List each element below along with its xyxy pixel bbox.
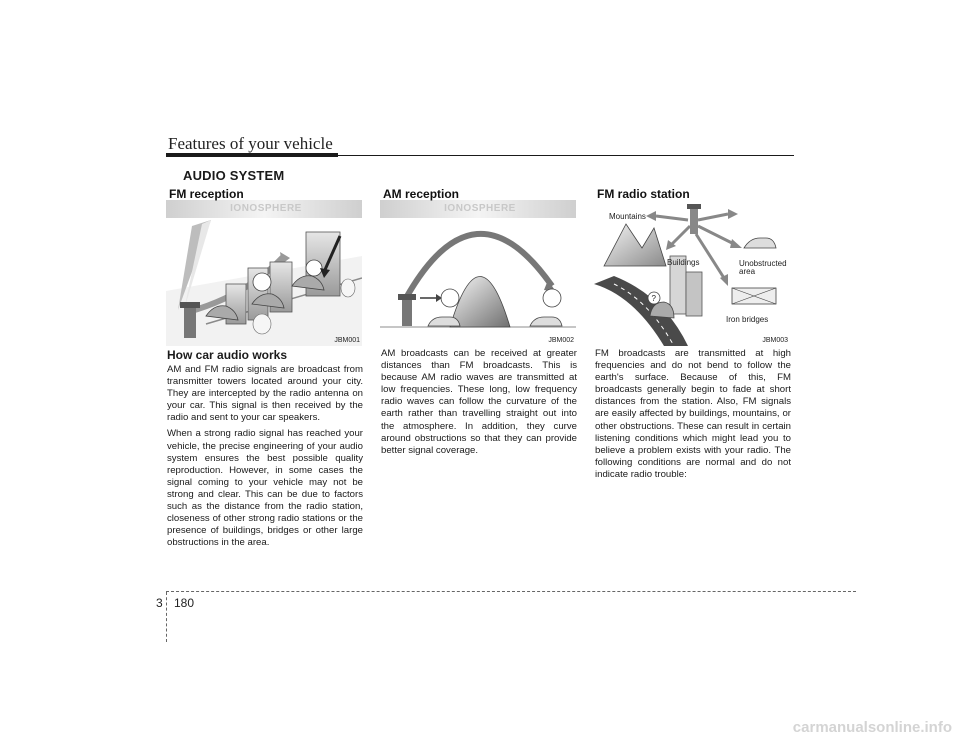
figure-code: JBM003: [762, 337, 788, 344]
ionosphere-label: IONOSPHERE: [230, 203, 302, 214]
watermark: carmanualsonline.info: [792, 719, 952, 736]
unobstructed-label: Unobstructed: [739, 259, 787, 268]
header-rule: [338, 155, 794, 156]
car-icon: [744, 238, 776, 248]
car-icon: [428, 317, 460, 326]
mountains-label: Mountains: [609, 212, 646, 221]
unobstructed-label-area: area: [739, 267, 756, 276]
paragraph: When a strong radio signal has reached your vehicle, the precise engineering of your audio system ensures the best possible quality reproduction. However, in some cases the signal coming to your vehicle may not be strong and clear. This can be due to factors such as the distance from the radio station, closeness of other strong radio stations or the presence of buildings, bridges or other large obstructions in the area.: [167, 428, 363, 549]
figure-title: FM reception: [169, 187, 244, 201]
figure-fm-reception: [166, 186, 362, 346]
figure-title: FM radio station: [597, 187, 690, 201]
svg-text:?: ?: [651, 294, 656, 303]
figure-fm-radio-station: [594, 186, 790, 346]
page-header-title: Features of your vehicle: [168, 134, 333, 153]
figure-am-reception: [380, 186, 576, 346]
page-number: 180: [174, 596, 195, 610]
paragraph: AM broadcasts can be received at greater distances than FM broadcasts. This is because AM radio waves are transmitted at low frequencies. These long, low frequency radio waves can follow the curvature of the earth rather than travelling straight out into the atmosphere. In addition, they curve around obstructions so that they can provide better signal coverage.: [381, 348, 577, 456]
mountain-icon: [604, 224, 666, 266]
column-how-car-audio-works: [167, 348, 363, 553]
footer-vertical-rule: [166, 592, 167, 642]
tower-icon: [690, 208, 698, 234]
column-am-broadcasts: [381, 348, 577, 461]
figure-code: JBM001: [334, 337, 360, 344]
section-title: AUDIO SYSTEM: [183, 168, 285, 183]
figure-code: JBM002: [548, 337, 574, 344]
tower-icon: [184, 306, 196, 338]
ionosphere-label: IONOSPHERE: [444, 203, 516, 214]
iron-bridges-label: Iron bridges: [726, 315, 769, 324]
footer-rule: [166, 591, 856, 592]
tower-icon: [402, 298, 412, 326]
buildings-label: Buildings: [667, 258, 700, 267]
paragraph: FM broadcasts are transmitted at high frequencies and do not bend to follow the earth's surface. Because of this, FM broadcasts generally begin to fade at short distances from the station. Also, FM signals are easily affected by buildings, mountains, or other obstructions. These can result in certain listening conditions which might lead you to believe a problem exists with your radio. The following conditions are normal and do not indicate radio trouble:: [595, 348, 791, 480]
chapter-number: 3: [156, 596, 163, 610]
column-heading: How car audio works: [167, 348, 288, 362]
column-fm-broadcasts: [595, 348, 791, 485]
header-bar: [166, 153, 338, 157]
paragraph: AM and FM radio signals are broadcast from transmitter towers located around your city. They are intercepted by the radio antenna on your car. This signal is then received by the radio and sent to your car speakers.: [167, 364, 363, 424]
figure-title: AM reception: [383, 187, 460, 201]
